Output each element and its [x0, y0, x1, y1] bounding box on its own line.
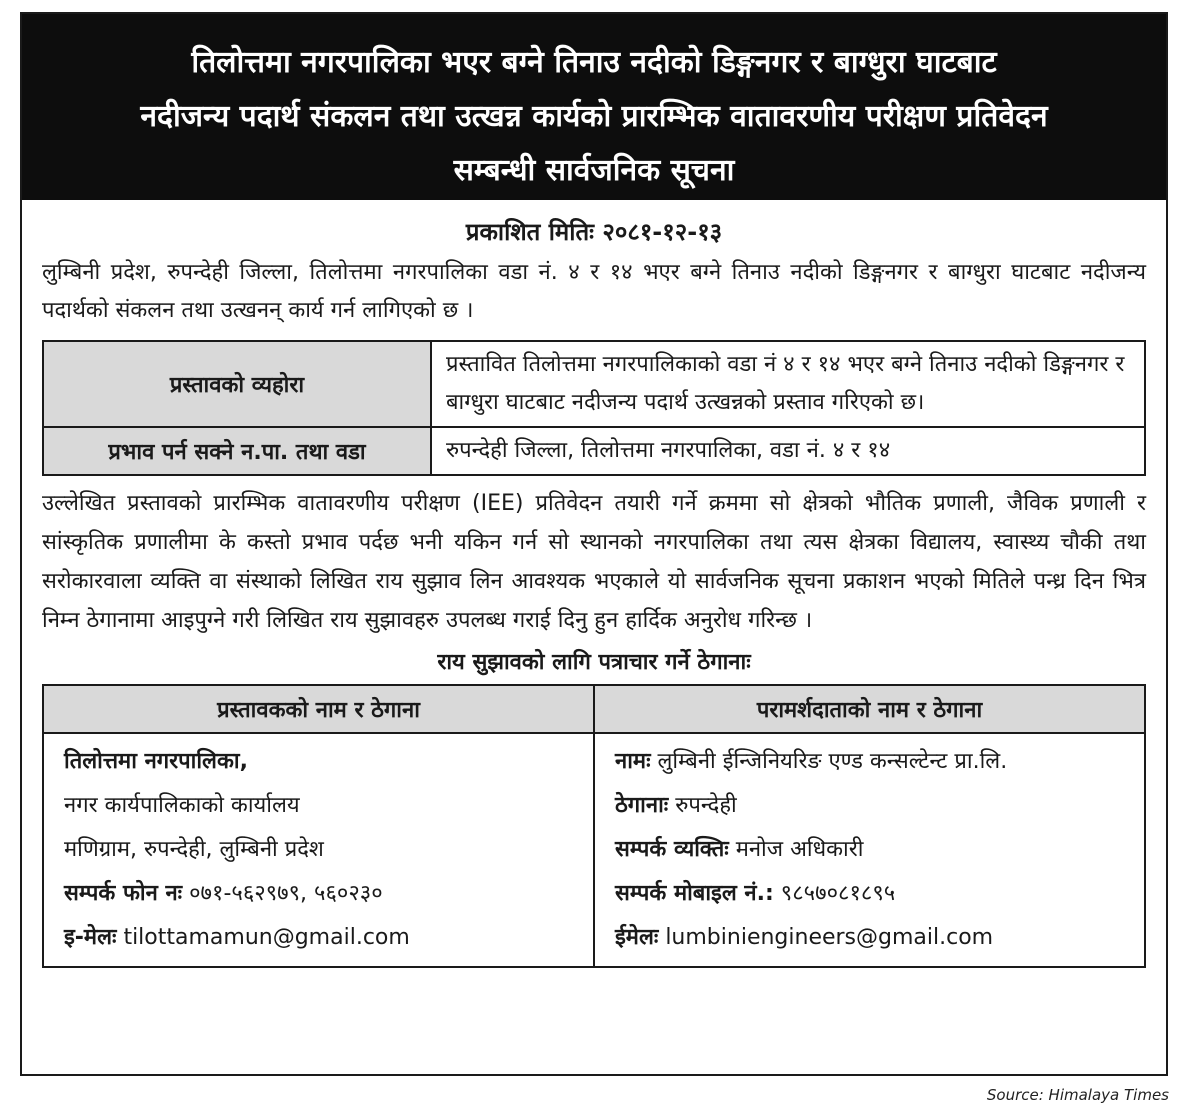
published-date: प्रकाशित मितिः २०८१-१२-१३ — [465, 218, 723, 246]
proponent-name: तिलोत्तमा नगरपालिका, — [64, 749, 248, 774]
consultant-contact-label: सम्पर्क व्यक्तिः — [615, 837, 729, 862]
consultant-name — [615, 740, 1124, 784]
proponent-phone-label: सम्पर्क फोन नः — [64, 881, 183, 906]
proponent-email-value: tilottamamun@gmail.com — [116, 925, 410, 950]
consultant-contact-value: मनोज अधिकारी — [728, 837, 864, 862]
consultant-mobile — [615, 872, 1124, 916]
consultant-column-header: परामर्शदाताको नाम र ठेगाना — [594, 685, 1145, 733]
header-title-line-2: नदीजन्य पदार्थ संकलन तथा उत्खन्न कार्यको प्रारम्भिक वातावरणीय परीक्षण प्रतिवेदन — [140, 99, 1048, 134]
address-heading: राय सुझावको लागि पत्राचार गर्ने ठेगानाः — [437, 650, 751, 675]
proponent-email — [64, 916, 573, 960]
consultant-mobile-value: ९८५७०८१८९५ — [773, 881, 896, 906]
source-credit: Source: Himalaya Times — [986, 1086, 1169, 1104]
proposal-row — [43, 341, 1145, 427]
address-body-row — [43, 733, 1145, 967]
consultant-address-value: रुपन्देही — [668, 793, 737, 818]
consultant-name-value: लुम्बिनी ईन्जिनियरिङ एण्ड कन्सल्टेन्ट प्रा.लि. — [650, 749, 1008, 774]
proposal-label: प्रस्तावको व्यहोरा — [43, 341, 431, 427]
proponent-phone-value: ०७१-५६२९७९, ५६०२३० — [182, 881, 383, 906]
proposal-value: प्रस्तावित तिलोत्तमा नगरपालिकाको वडा नं ४ र १४ भएर बग्ने तिनाउ नदीको डिङ्गनगर र बाग्धुरा घाटबाट नदीजन्य पदार्थ उत्खन्नको प्रस्ताव गरिएको छ। — [431, 341, 1145, 427]
public-notice — [20, 12, 1168, 1076]
consultant-mobile-label: सम्पर्क मोबाइल नं.: — [615, 881, 774, 906]
proponent-phone — [64, 872, 573, 916]
proposal-info-table — [42, 340, 1146, 476]
consultant-contact — [615, 828, 1124, 872]
affected-area-row — [43, 427, 1145, 475]
proponent-office: नगर कार्यपालिकाको कार्यालय — [64, 793, 300, 818]
intro-paragraph: लुम्बिनी प्रदेश, रुपन्देही जिल्ला, तिलोत्तमा नगरपालिका वडा नं. ४ र १४ भएर बग्ने तिनाउ नदीको डिङ्गनगर र बाग्धुरा घाटबाट नदीजन्य पदार्थको संकलन तथा उत्खनन् कार्य गर्न लागिएको छ । — [42, 260, 1146, 323]
consultant-email-value: lumbiniengineers@gmail.com — [658, 925, 994, 950]
proponent-cell — [43, 733, 594, 967]
notice-header — [22, 14, 1166, 200]
consultant-email-label: ईमेलः — [615, 925, 659, 950]
header-title-line-3: सम्बन्धी सार्वजनिक सूचना — [453, 153, 735, 188]
header-title-line-1: तिलोत्तमा नगरपालिका भएर बग्ने तिनाउ नदीको डिङ्गनगर र बाग्धुरा घाटबाट — [191, 45, 997, 80]
proponent-address: मणिग्राम, रुपन्देही, लुम्बिनी प्रदेश — [64, 837, 324, 862]
consultant-cell — [594, 733, 1145, 967]
consultant-address — [615, 784, 1124, 828]
address-table — [42, 684, 1146, 968]
consultant-address-label: ठेगानाः — [615, 793, 669, 818]
body-paragraph: उल्लेखित प्रस्तावको प्रारम्भिक वातावरणीय परीक्षण (IEE) प्रतिवेदन तयारी गर्ने क्रममा सो क्षेत्रको भौतिक प्रणाली, जैविक प्रणाली र सांस्कृतिक प्रणालीमा के कस्तो प्रभाव पर्दछ भनी यकिन गर्न सो स्थानको नगरपालिका तथा त्यस क्षेत्रका विद्यालय, स्वास्थ्य चौकी तथा सरोकारवाला व्यक्ति वा संस्थाको लिखित राय सुझाव लिन आवश्यक भएकाले यो सार्वजनिक सूचना प्रकाशन भएको मितिले पन्ध्र दिन भित्र निम्न ठेगानामा आइपुग्ने गरी लिखित राय सुझावहरु उपलब्ध गराई दिनु हुन हार्दिक अनुरोध गरिन्छ । — [42, 491, 1146, 633]
address-header-row — [43, 685, 1145, 733]
consultant-name-label: नामः — [615, 749, 651, 774]
proponent-column-header: प्रस्तावकको नाम र ठेगाना — [43, 685, 594, 733]
consultant-email — [615, 916, 1124, 960]
affected-area-label: प्रभाव पर्न सक्ने न.पा. तथा वडा — [43, 427, 431, 475]
affected-area-value: रुपन्देही जिल्ला, तिलोत्तमा नगरपालिका, वडा नं. ४ र १४ — [431, 427, 1145, 475]
proponent-email-label: इ-मेलः — [64, 925, 117, 950]
